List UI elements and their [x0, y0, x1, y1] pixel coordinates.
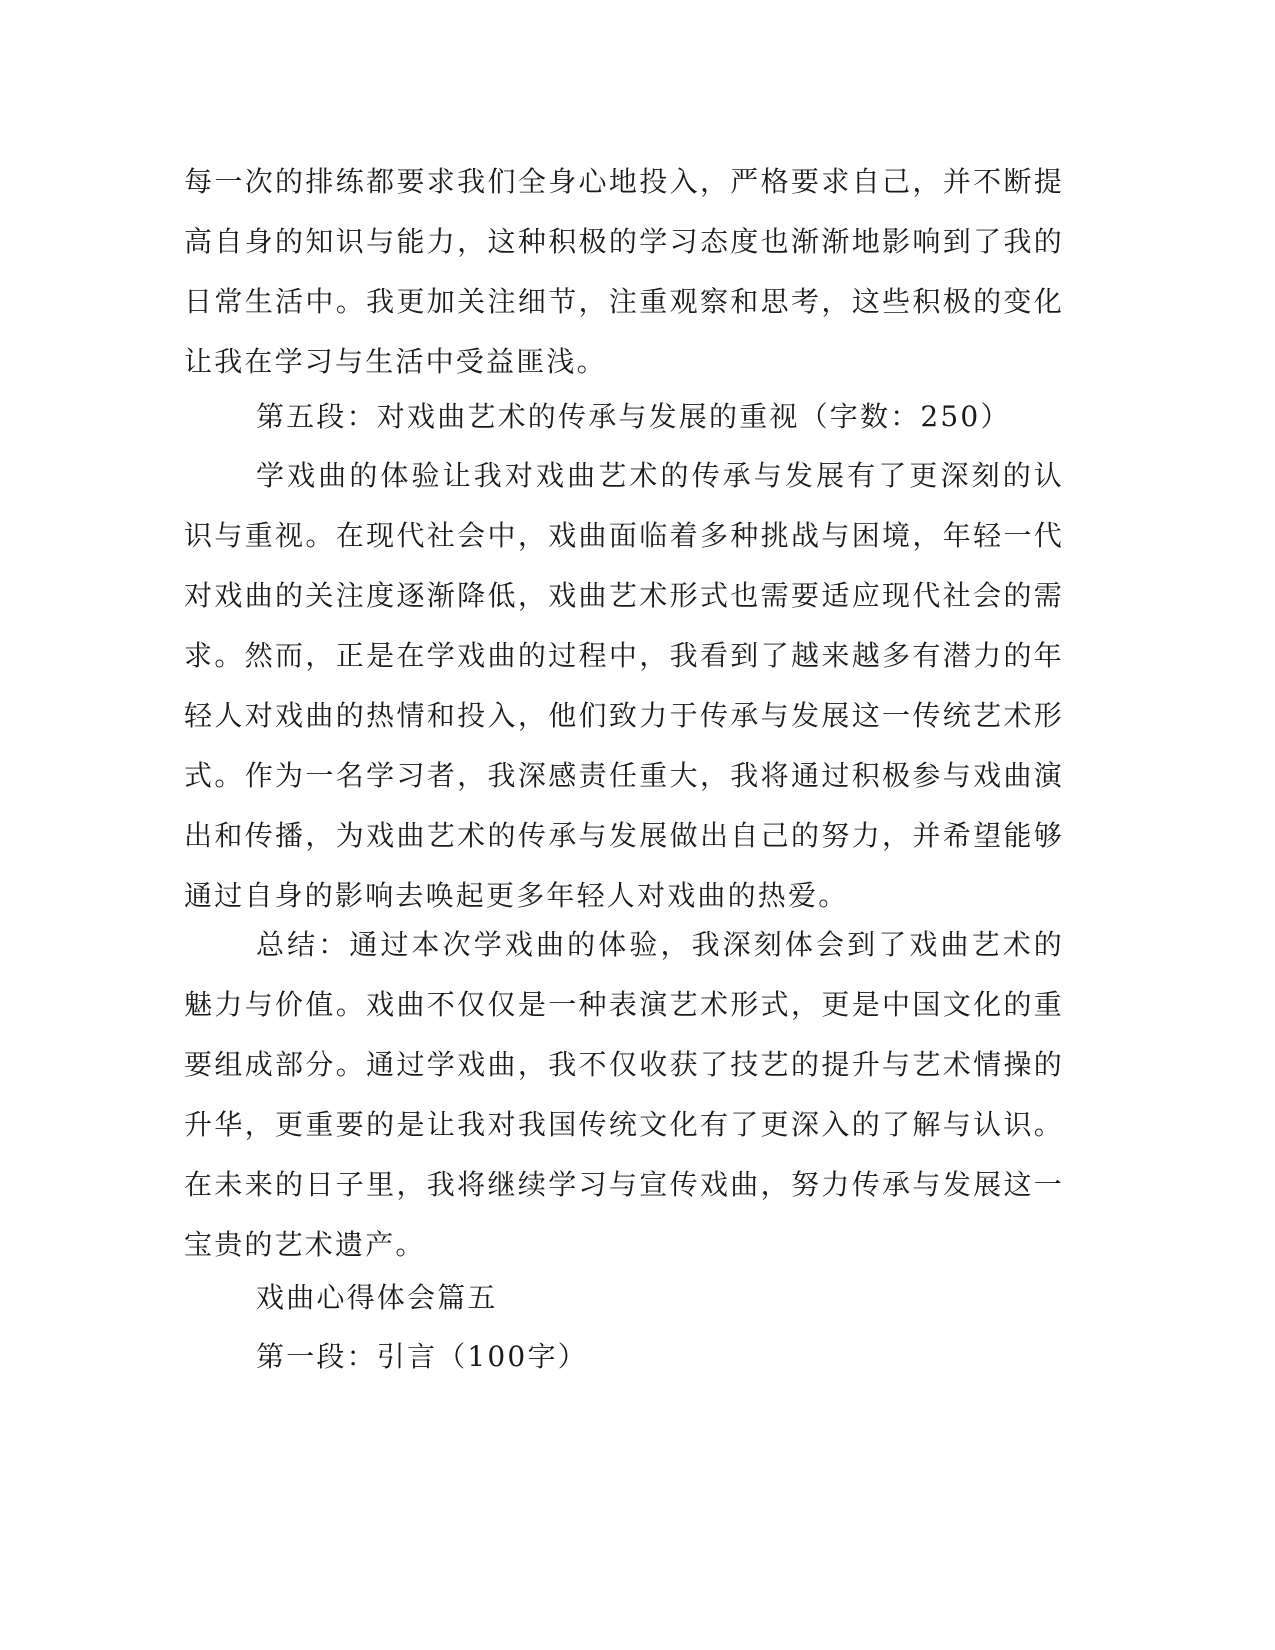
paragraph-continuation: 每一次的排练都要求我们全身心地投入，严格要求自己，并不断提高自身的知识与能力，这种积极的学习态度也渐渐地影响到了我的日常生活中。我更加关注细节，注重观察和思考，这些积极的变化让我在学习与生活中受益匪浅。 — [184, 165, 1064, 378]
article-title: 戏曲心得体会篇五 — [256, 1281, 498, 1314]
section-heading-1: 第一段：引言（100字） — [256, 1340, 588, 1373]
section-heading-5: 第五段：对戏曲艺术的传承与发展的重视（字数：250） — [256, 400, 1011, 433]
paragraph-section-5: 学戏曲的体验让我对戏曲艺术的传承与发展有了更深刻的认识与重视。在现代社会中，戏曲面临着多种挑战与困境，年轻一代对戏曲的关注度逐渐降低，戏曲艺术形式也需要适应现代社会的需求。然而，正是在学戏曲的过程中，我看到了越来越多有潜力的年轻人对戏曲的热情和投入，他们致力于传承与发展这一传统艺术形式。作为一名学习者，我深感责任重大，我将通过积极参与戏曲演出和传播，为戏曲艺术的传承与发展做出自己的努力，并希望能够通过自身的影响去唤起更多年轻人对戏曲的热爱。 — [184, 459, 1064, 912]
paragraph-summary: 总结：通过本次学戏曲的体验，我深刻体会到了戏曲艺术的魅力与价值。戏曲不仅仅是一种表演艺术形式，更是中国文化的重要组成部分。通过学戏曲，我不仅收获了技艺的提升与艺术情操的升华，更重要的是让我对我国传统文化有了更深入的了解与认识。在未来的日子里，我将继续学习与宣传戏曲，努力传承与发展这一宝贵的艺术遗产。 — [184, 928, 1064, 1261]
